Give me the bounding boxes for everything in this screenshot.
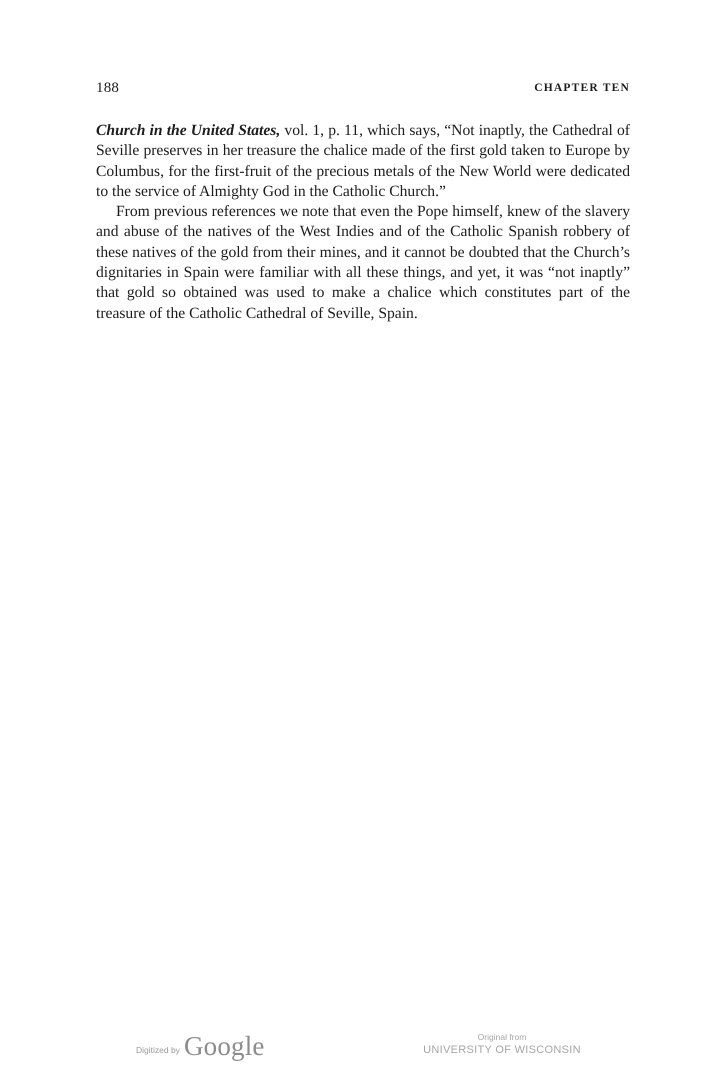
body-text — [96, 121, 630, 324]
digitized-by-google-watermark — [136, 1026, 265, 1066]
original-from-watermark — [419, 1032, 585, 1057]
paragraph-1 — [96, 121, 630, 202]
page-number: 188 — [96, 80, 120, 96]
paragraph-1-text: vol. 1, p. 11, which says, “Not inaptly, the Cathedral of Seville preserves in her treasure the chalice made of the first gold taken to Europe by Columbus, for the first-fruit of the precious metals of the New World were dedicated to the service of Almighty God in the Catholic Church.” — [96, 122, 630, 200]
page-header — [96, 80, 630, 102]
institution-name: UNIVERSITY OF WISCONSIN — [423, 1044, 581, 1056]
paragraph-2: From previous references we note that even the Pope himself, knew of the slavery and abuse of the natives of the West Indies and of the Catholic Spanish robbery of these natives of the gold from their mines, and it cannot be doubted that the Church’s dignitaries in Spain were familiar with all these things, and yet, it was “not inaptly” that gold so obtained was used to make a chalice which constitutes part of the treasure of the Catholic Cathedral of Seville, Spain. — [96, 203, 630, 322]
book-title-citation: Church in the United States, — [96, 122, 281, 139]
original-from-label: Original from — [477, 1032, 527, 1042]
google-logo: Google — [183, 1030, 265, 1061]
running-head: CHAPTER TEN — [534, 82, 630, 94]
digitized-by-label: Digitized by — [136, 1044, 180, 1055]
